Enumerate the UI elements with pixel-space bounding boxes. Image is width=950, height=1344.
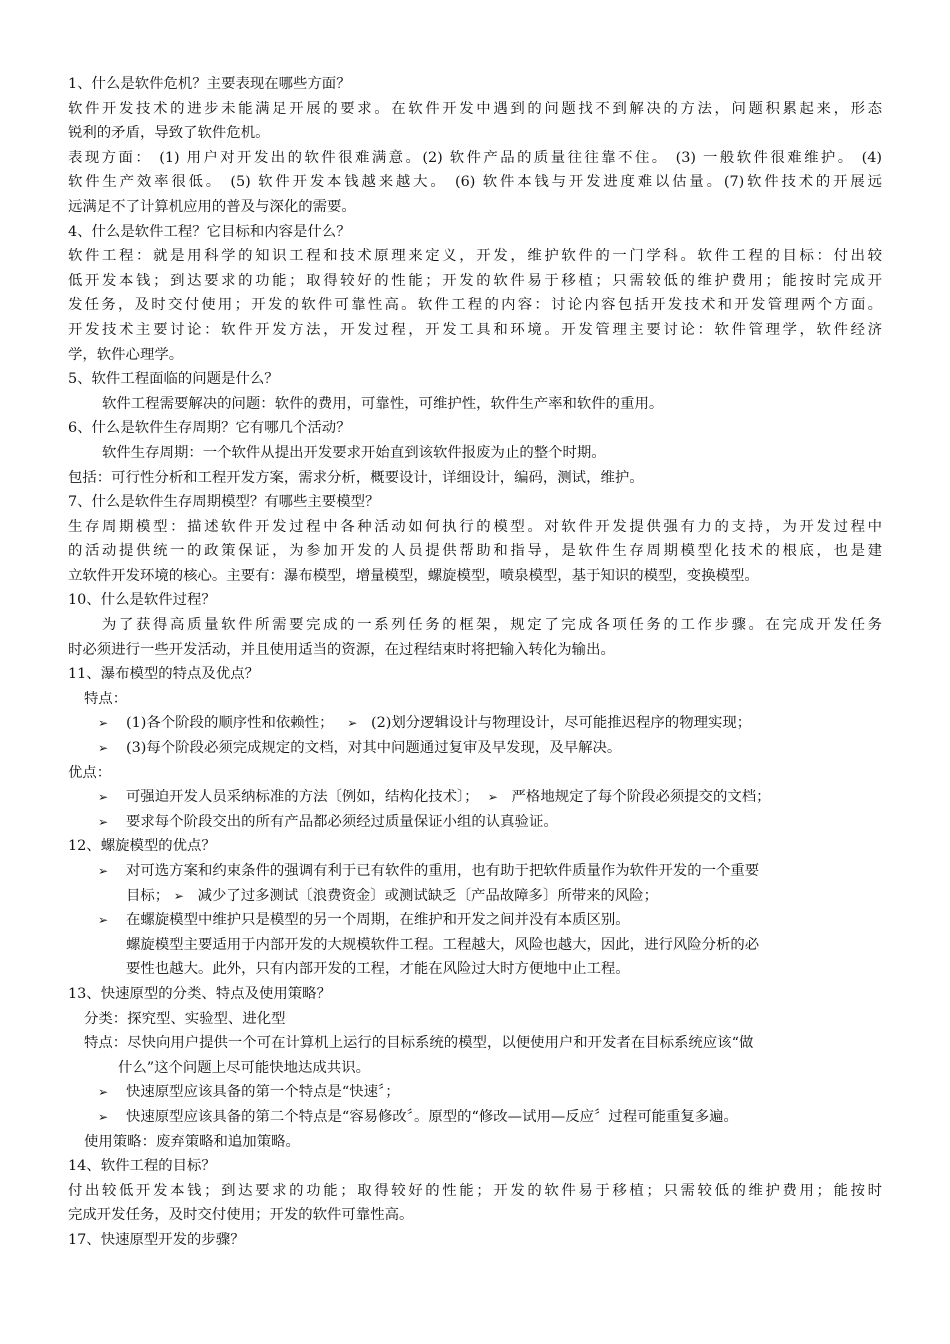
bullet-text: 对可选方案和约束条件的强调有利于已有软件的重用，也有助于把软件质量作为软件开发的一个重要 bbox=[126, 863, 760, 879]
bullet-item bbox=[68, 711, 882, 736]
bullet-arrow-icon: ➢ bbox=[173, 888, 184, 903]
bullet-text: 快速原型应该具备的第二个特点是“容易修改〞。原型的“修改—试用—反应〞过程可能重复多遍。 bbox=[126, 1108, 738, 1125]
paragraph-line: 螺旋模型主要适用于内部开发的大规模软件工程。工程越大，风险也越大，因此，进行风险分析的必 bbox=[126, 936, 760, 953]
bullet-item bbox=[68, 1080, 882, 1105]
paragraph-line: 分类：探究型、实验型、进化型 bbox=[84, 1010, 286, 1027]
paragraph-line: 生存周期模型：描述软件开发过程中各种活动如何执行的模型。对软件开发提供强有力的支持，为开发过程中 bbox=[68, 518, 882, 535]
question-heading: 5、软件工程面临的问题是什么？ bbox=[68, 371, 279, 388]
sub-heading: 优点： bbox=[68, 764, 112, 781]
question-heading: 14、软件工程的目标？ bbox=[68, 1158, 216, 1175]
bullet-arrow-icon: ➢ bbox=[98, 716, 109, 731]
sub-heading: 特点： bbox=[84, 690, 128, 707]
bullet-continuation bbox=[68, 884, 882, 909]
paragraph-line: 软件生存周期：一个软件从提出开发要求开始直到该软件报废为止的整个时期。 bbox=[102, 444, 606, 461]
paragraph-line: 软件工程需要解决的问题：软件的费用，可靠性，可维护性，软件生产率和软件的重用。 bbox=[102, 395, 664, 412]
bullet-arrow-icon: ➢ bbox=[98, 741, 109, 756]
bullet-arrow-icon: ➢ bbox=[98, 814, 109, 829]
bullet-text: 目标； bbox=[126, 887, 170, 904]
bullet-arrow-icon: ➢ bbox=[98, 790, 109, 805]
document-page bbox=[68, 72, 882, 1253]
paragraph-line: 为了获得高质量软件所需要完成的一系列任务的框架，规定了完成各项任务的工作步骤。在完成开发任务 bbox=[102, 617, 882, 634]
paragraph-line: 什么”这个问题上尽可能快地达成共识。 bbox=[118, 1059, 370, 1076]
bullet-arrow-icon: ➢ bbox=[98, 864, 109, 878]
bullet-text: 可强迫开发人员采纳标准的方法〔例如，结构化技术〕； bbox=[126, 789, 479, 806]
bullet-text: (3)每个阶段必须完成规定的文档，对其中问题通过复审及早发现，及早解决。 bbox=[126, 740, 622, 757]
paragraph-line: 软件工程：就是用科学的知识工程和技术原理来定义，开发，维护软件的一门学科。软件工程的目标：付出较 bbox=[68, 248, 882, 265]
bullet-text: 在螺旋模型中维护只是模型的另一个周期，在维护和开发之间并没有本质区别。 bbox=[126, 912, 630, 929]
question-heading: 10、什么是软件过程？ bbox=[68, 592, 216, 609]
bullet-item bbox=[68, 1105, 882, 1130]
question-heading: 6、什么是软件生存周期？它有哪几个活动？ bbox=[68, 420, 351, 437]
question-heading: 12、螺旋模型的优点？ bbox=[68, 838, 216, 855]
paragraph-line: 包括：可行性分析和工程开发方案，需求分析，概要设计，详细设计，编码，测试，维护。 bbox=[68, 469, 644, 486]
paragraph-line: 立软件开发环境的核心。主要有：瀑布模型，增量模型，螺旋模型，喷泉模型，基于知识的模型，变换模型。 bbox=[68, 567, 759, 584]
paragraph-line: 特点：尽快向用户提供一个可在计算机上运行的目标系统的模型，以便使用户和开发者在目标系统应该“做 bbox=[84, 1035, 754, 1052]
bullet-text: 要求每个阶段交出的所有产品都必须经过质量保证小组的认真验证。 bbox=[126, 813, 558, 830]
paragraph-line: 远满足不了计算机应用的普及与深化的需要。 bbox=[68, 198, 356, 215]
bullet-arrow-icon: ➢ bbox=[98, 1109, 109, 1124]
bullet-text: 减少了过多测试〔浪费资金〕或测试缺乏〔产品故障多〕所带来的风险； bbox=[197, 887, 659, 904]
bullet-text: (1)各个阶段的顺序性和依赖性； bbox=[126, 715, 334, 732]
paragraph-line: 锐利的矛盾，导致了软件危机。 bbox=[68, 125, 270, 142]
bullet-item bbox=[68, 859, 882, 884]
paragraph-line: 的活动提供统一的政策保证，为参加开发的人员提供帮助和指导，是软件生存周期模型化技术的根底，也是建 bbox=[68, 543, 882, 560]
paragraph-line: 学，软件心理学。 bbox=[68, 346, 184, 363]
question-heading: 1、什么是软件危机？主要表现在哪些方面？ bbox=[68, 76, 351, 92]
bullet-item bbox=[68, 736, 882, 761]
bullet-item bbox=[68, 908, 882, 933]
question-heading: 11、瀑布模型的特点及优点？ bbox=[68, 666, 259, 683]
paragraph-line: 表现方面： (1) 用户对开发出的软件很难满意。(2) 软件产品的质量往往靠不住。 (3) 一般软件很难维护。 (4) bbox=[68, 149, 882, 166]
paragraph-line: 软件开发技术的进步未能满足开展的要求。在软件开发中遇到的问题找不到解决的方法，问题积累起来，形态 bbox=[68, 100, 882, 117]
bullet-arrow-icon: ➢ bbox=[98, 913, 109, 928]
bullet-arrow-icon: ➢ bbox=[98, 1085, 109, 1100]
question-heading: 7、什么是软件生存周期模型？有哪些主要模型？ bbox=[68, 494, 380, 511]
question-heading: 17、快速原型开发的步骤？ bbox=[68, 1231, 245, 1248]
paragraph-line: 要性也越大。此外，只有内部开发的工程，才能在风险过大时方便地中止工程。 bbox=[126, 961, 630, 978]
bullet-arrow-icon: ➢ bbox=[487, 790, 498, 805]
paragraph-line: 开发技术主要讨论：软件开发方法，开发过程，开发工具和环境。开发管理主要讨论：软件管理学，软件经济 bbox=[68, 321, 882, 338]
paragraph-line: 完成开发任务，及时交付使用；开发的软件可靠性高。 bbox=[68, 1207, 414, 1224]
paragraph-line: 软件生产效率很低。 (5) 软件开发本钱越来越大。 (6) 软件本钱与开发进度难以估量。(7)软件技术的开展远 bbox=[68, 174, 882, 191]
bullet-text: 快速原型应该具备的第一个特点是“快速〞； bbox=[126, 1084, 400, 1101]
question-heading: 13、快速原型的分类、特点及使用策略？ bbox=[68, 985, 331, 1002]
paragraph-line: 发任务，及时交付使用；开发的软件可靠性高。软件工程的内容：讨论内容包括开发技术和开发管理两个方面。 bbox=[68, 297, 882, 314]
paragraph-line: 低开发本钱；到达要求的功能；取得较好的性能；开发的软件易于移植；只需较低的维护费用；能按时完成开 bbox=[68, 272, 882, 289]
paragraph-line: 使用策略：废弃策略和追加策略。 bbox=[84, 1133, 300, 1150]
bullet-arrow-icon: ➢ bbox=[347, 716, 358, 731]
paragraph-line: 时必须进行一些开发活动，并且使用适当的资源，在过程结束时将把输入转化为输出。 bbox=[68, 641, 615, 658]
bullet-item bbox=[68, 785, 882, 810]
paragraph-line: 付出较低开发本钱；到达要求的功能；取得较好的性能；开发的软件易于移植；只需较低的维护费用；能按时 bbox=[68, 1182, 882, 1199]
bullet-text: 严格地规定了每个阶段必须提交的文档； bbox=[511, 789, 771, 806]
question-heading: 4、什么是软件工程？它目标和内容是什么？ bbox=[68, 223, 351, 240]
bullet-item bbox=[68, 810, 882, 835]
bullet-text: (2)划分逻辑设计与物理设计，尽可能推迟程序的物理实现； bbox=[371, 715, 752, 732]
